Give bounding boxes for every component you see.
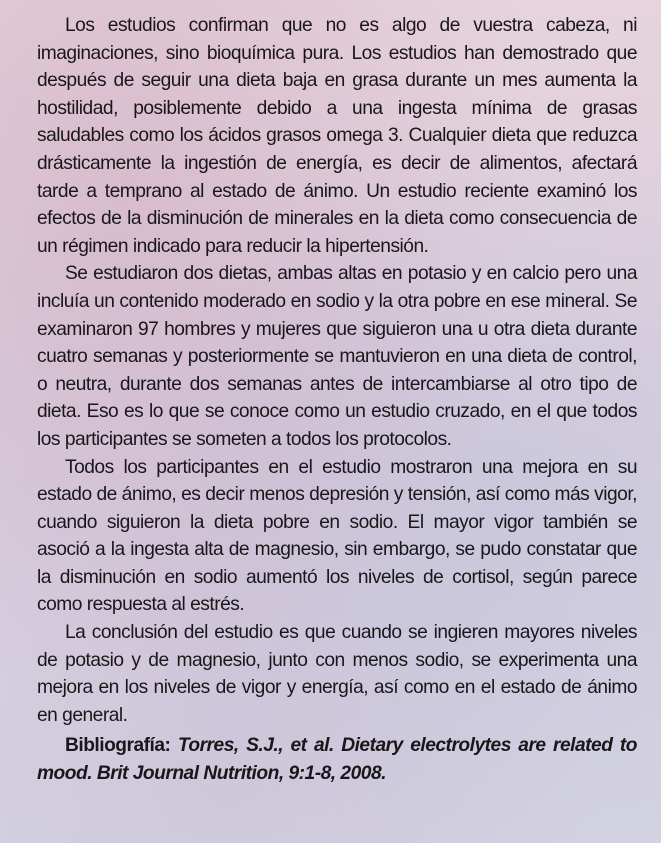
paragraph-4: La conclusión del estudio es que cuando se ingieren mayores niveles de potasio y de magnesio, junto con menos sodio, se experimenta una mejora en los niveles de vigor y energía, así como en el estado de ánimo en general. — [37, 622, 637, 726]
bibliography-citation: Torres, S.J., et al. Dietary electrolytes are related to mood. Brit Journal Nutrition, 9:1-8, 2008. — [37, 735, 637, 785]
paragraph-3: Todos los participantes en el estudio mostraron una mejora en su estado de ánimo, es decir menos depresión y tensión, así como más vigor, cuando siguieron la dieta pobre en sodio. El mayor vigor también se asoció a la ingesta alta de magnesio, sin embargo, se pudo constatar que la disminución en sodio aumentó los niveles de cortisol, según parece como respuesta al estrés. — [37, 456, 637, 616]
paragraph-1: Los estudios confirman que no es algo de vuestra cabeza, ni imaginaciones, sino bioquímica pura. Los estudios han demostrado que después de seguir una dieta baja en grasa durante un mes aumenta la hostilidad, posiblemente debido a una ingesta mínima de grasas saludables como los ácidos grasos omega 3. Cualquier dieta que reduzca drásticamente la ingestión de energía, es decir de alimentos, afectará tarde a temprano al estado de ánimo. Un estudio reciente examinó los efectos de la disminución de minerales en la dieta como consecuencia de un régimen indicado para reducir la hipertensión. — [37, 15, 637, 257]
bibliography — [37, 732, 637, 787]
paragraph-2: Se estudiaron dos dietas, ambas altas en potasio y en calcio pero una incluía un contenido moderado en sodio y la otra pobre en ese mineral. Se examinaron 97 hombres y mujeres que siguieron una u otra dieta durante cuatro semanas y posteriormente se mantuvieron en una dieta de control, o neutra, durante dos semanas antes de intercambiarse al otro tipo de dieta. Eso es lo que se conoce como un estudio cruzado, en el que todos los participantes se someten a todos los protocolos. — [37, 263, 637, 450]
article-body — [37, 12, 637, 788]
bibliography-label: Bibliografía: — [65, 735, 171, 757]
